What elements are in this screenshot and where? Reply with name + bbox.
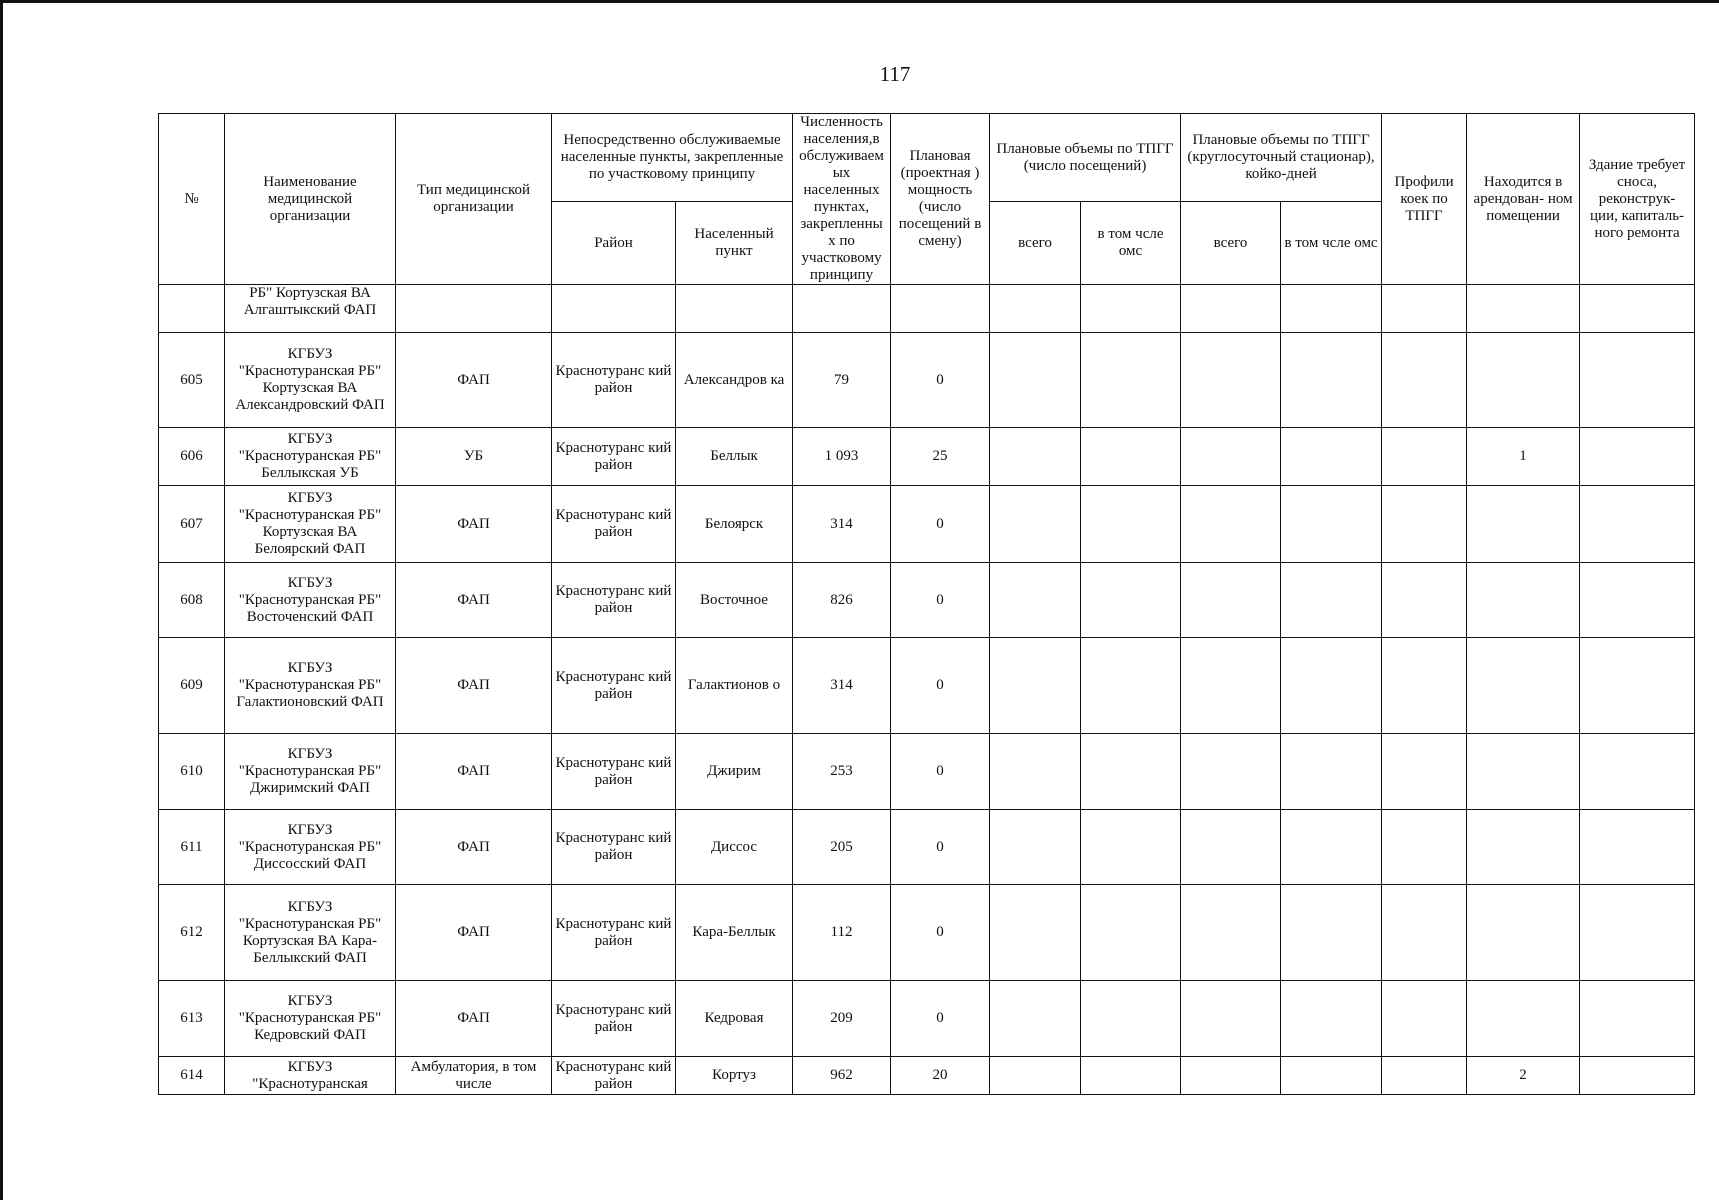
facilities-table [158, 113, 1695, 1095]
rented: 2 [1467, 1057, 1580, 1095]
population: 962 [793, 1057, 891, 1095]
bed-profiles [1382, 1057, 1467, 1095]
beds-total [1181, 333, 1281, 428]
settlement: Беллык [676, 428, 793, 486]
row-number: 607 [159, 486, 225, 563]
table-row [159, 285, 1695, 333]
header-repair: Здание требует сноса, реконструк- ции, капиталь- ного ремонта [1580, 114, 1695, 285]
org-name: КГБУЗ "Краснотуранская РБ" Кортузская ВА Александровский ФАП [225, 333, 396, 428]
rented [1467, 486, 1580, 563]
bed-profiles [1382, 428, 1467, 486]
org-type: Амбулатория, в том числе [396, 1057, 552, 1095]
table-row [159, 885, 1695, 981]
visits-total [990, 734, 1081, 810]
settlement: Белоярск [676, 486, 793, 563]
beds-total [1181, 1057, 1281, 1095]
settlement: Александров ка [676, 333, 793, 428]
header-visits-oms: в том чсле омс [1081, 202, 1181, 285]
org-type: УБ [396, 428, 552, 486]
org-type: ФАП [396, 734, 552, 810]
district: Краснотуранс кий район [552, 734, 676, 810]
settlement: Кедровая [676, 981, 793, 1057]
table-row [159, 486, 1695, 563]
capacity: 0 [891, 981, 990, 1057]
visits-oms [1081, 285, 1181, 333]
repair-required [1580, 638, 1695, 734]
visits-oms [1081, 885, 1181, 981]
repair-required [1580, 981, 1695, 1057]
district: Краснотуранс кий район [552, 563, 676, 638]
org-name: КГБУЗ "Краснотуранская [225, 1057, 396, 1095]
population: 112 [793, 885, 891, 981]
capacity: 25 [891, 428, 990, 486]
header-served-settlements: Непосредственно обслуживаемые населенные пункты, закрепленные по участковому принципу [552, 114, 793, 202]
beds-oms [1281, 428, 1382, 486]
row-number: 608 [159, 563, 225, 638]
bed-profiles [1382, 486, 1467, 563]
visits-total [990, 285, 1081, 333]
org-type: ФАП [396, 563, 552, 638]
visits-total [990, 563, 1081, 638]
header-beds-oms: в том чсле омс [1281, 202, 1382, 285]
table-row [159, 638, 1695, 734]
row-number: 610 [159, 734, 225, 810]
rented [1467, 638, 1580, 734]
header-org-type: Тип медицинской организации [396, 114, 552, 285]
visits-total [990, 885, 1081, 981]
capacity: 0 [891, 734, 990, 810]
population: 253 [793, 734, 891, 810]
page-number: 117 [879, 62, 911, 86]
district: Краснотуранс кий район [552, 428, 676, 486]
bed-profiles [1382, 563, 1467, 638]
rented [1467, 285, 1580, 333]
settlement: Галактионов о [676, 638, 793, 734]
settlement: Диссос [676, 810, 793, 885]
rented [1467, 981, 1580, 1057]
beds-oms [1281, 1057, 1382, 1095]
visits-total [990, 810, 1081, 885]
capacity: 0 [891, 563, 990, 638]
capacity: 0 [891, 810, 990, 885]
beds-oms [1281, 333, 1382, 428]
rented [1467, 563, 1580, 638]
beds-oms [1281, 563, 1382, 638]
header-visits-total: всего [990, 202, 1081, 285]
rented [1467, 333, 1580, 428]
beds-total [1181, 981, 1281, 1057]
header-tpgg-hospital: Плановые объемы по ТПГГ (круглосуточный стационар), койко-дней [1181, 114, 1382, 202]
visits-oms [1081, 981, 1181, 1057]
header-settlement: Населенный пункт [676, 202, 793, 285]
scan-edge-top [0, 0, 1719, 3]
org-type: ФАП [396, 810, 552, 885]
visits-total [990, 981, 1081, 1057]
district: Краснотуранс кий район [552, 981, 676, 1057]
visits-oms [1081, 333, 1181, 428]
org-name: КГБУЗ "Краснотуранская РБ" Восточенский ФАП [225, 563, 396, 638]
repair-required [1580, 428, 1695, 486]
capacity: 0 [891, 333, 990, 428]
org-name: РБ" Кортузская ВА Алгаштыкский ФАП [225, 285, 396, 333]
header-number: № [159, 114, 225, 285]
org-type: ФАП [396, 486, 552, 563]
header-beds-total: всего [1181, 202, 1281, 285]
district: Краснотуранс кий район [552, 885, 676, 981]
header-capacity: Плановая (проектная ) мощность (число посещений в смену) [891, 114, 990, 285]
beds-total [1181, 428, 1281, 486]
beds-total [1181, 638, 1281, 734]
visits-oms [1081, 428, 1181, 486]
beds-oms [1281, 734, 1382, 810]
org-type: ФАП [396, 981, 552, 1057]
repair-required [1580, 486, 1695, 563]
population: 1 093 [793, 428, 891, 486]
bed-profiles [1382, 734, 1467, 810]
capacity [891, 285, 990, 333]
beds-total [1181, 486, 1281, 563]
header-district: Район [552, 202, 676, 285]
visits-total [990, 638, 1081, 734]
header-rented: Находится в арендован- ном помещении [1467, 114, 1580, 285]
org-type: ФАП [396, 885, 552, 981]
settlement: Восточное [676, 563, 793, 638]
repair-required [1580, 810, 1695, 885]
bed-profiles [1382, 285, 1467, 333]
header-bed-profiles: Профили коек по ТПГГ [1382, 114, 1467, 285]
beds-oms [1281, 981, 1382, 1057]
org-type [396, 285, 552, 333]
visits-total [990, 486, 1081, 563]
rented [1467, 734, 1580, 810]
repair-required [1580, 285, 1695, 333]
district: Краснотуранс кий район [552, 638, 676, 734]
repair-required [1580, 563, 1695, 638]
org-name: КГБУЗ "Краснотуранская РБ" Беллыкская УБ [225, 428, 396, 486]
population: 205 [793, 810, 891, 885]
repair-required [1580, 333, 1695, 428]
rented: 1 [1467, 428, 1580, 486]
beds-total [1181, 563, 1281, 638]
row-number: 612 [159, 885, 225, 981]
visits-oms [1081, 486, 1181, 563]
beds-oms [1281, 810, 1382, 885]
beds-total [1181, 885, 1281, 981]
org-name: КГБУЗ "Краснотуранская РБ" Кедровский ФАП [225, 981, 396, 1057]
table-row [159, 333, 1695, 428]
capacity: 0 [891, 638, 990, 734]
bed-profiles [1382, 981, 1467, 1057]
population: 314 [793, 486, 891, 563]
row-number: 611 [159, 810, 225, 885]
beds-oms [1281, 638, 1382, 734]
row-number [159, 285, 225, 333]
row-number: 609 [159, 638, 225, 734]
visits-oms [1081, 1057, 1181, 1095]
table-row [159, 428, 1695, 486]
row-number: 613 [159, 981, 225, 1057]
repair-required [1580, 734, 1695, 810]
population: 826 [793, 563, 891, 638]
settlement: Джирим [676, 734, 793, 810]
org-name: КГБУЗ "Краснотуранская РБ" Диссосский ФАП [225, 810, 396, 885]
table-row [159, 734, 1695, 810]
row-number: 606 [159, 428, 225, 486]
visits-oms [1081, 734, 1181, 810]
table-row [159, 981, 1695, 1057]
capacity: 0 [891, 885, 990, 981]
org-name: КГБУЗ "Краснотуранская РБ" Галактионовский ФАП [225, 638, 396, 734]
header-org-name: Наименование медицинской организации [225, 114, 396, 285]
org-type: ФАП [396, 333, 552, 428]
header-tpgg-visits: Плановые объемы по ТПГГ (число посещений) [990, 114, 1181, 202]
settlement [676, 285, 793, 333]
bed-profiles [1382, 638, 1467, 734]
table-row [159, 810, 1695, 885]
rented [1467, 885, 1580, 981]
header-population: Численность населения,в обслуживаем ых населенных пунктах, закрепленны х по участковому принципу [793, 114, 891, 285]
row-number: 614 [159, 1057, 225, 1095]
table-row [159, 563, 1695, 638]
settlement: Кара-Беллык [676, 885, 793, 981]
bed-profiles [1382, 810, 1467, 885]
row-number: 605 [159, 333, 225, 428]
district: Краснотуранс кий район [552, 1057, 676, 1095]
beds-oms [1281, 486, 1382, 563]
capacity: 20 [891, 1057, 990, 1095]
visits-oms [1081, 810, 1181, 885]
district: Краснотуранс кий район [552, 486, 676, 563]
district: Краснотуранс кий район [552, 810, 676, 885]
population: 79 [793, 333, 891, 428]
org-type: ФАП [396, 638, 552, 734]
org-name: КГБУЗ "Краснотуранская РБ" Джиримский ФАП [225, 734, 396, 810]
bed-profiles [1382, 333, 1467, 428]
table-row [159, 1057, 1695, 1095]
repair-required [1580, 885, 1695, 981]
beds-total [1181, 734, 1281, 810]
bed-profiles [1382, 885, 1467, 981]
visits-total [990, 333, 1081, 428]
district [552, 285, 676, 333]
population: 209 [793, 981, 891, 1057]
population [793, 285, 891, 333]
beds-oms [1281, 885, 1382, 981]
beds-total [1181, 810, 1281, 885]
org-name: КГБУЗ "Краснотуранская РБ" Кортузская ВА Кара-Беллыкский ФАП [225, 885, 396, 981]
population: 314 [793, 638, 891, 734]
beds-oms [1281, 285, 1382, 333]
visits-total [990, 1057, 1081, 1095]
capacity: 0 [891, 486, 990, 563]
beds-total [1181, 285, 1281, 333]
scan-edge-left [0, 0, 3, 1200]
settlement: Кортуз [676, 1057, 793, 1095]
visits-oms [1081, 638, 1181, 734]
rented [1467, 810, 1580, 885]
visits-oms [1081, 563, 1181, 638]
repair-required [1580, 1057, 1695, 1095]
org-name: КГБУЗ "Краснотуранская РБ" Кортузская ВА Белоярский ФАП [225, 486, 396, 563]
district: Краснотуранс кий район [552, 333, 676, 428]
visits-total [990, 428, 1081, 486]
